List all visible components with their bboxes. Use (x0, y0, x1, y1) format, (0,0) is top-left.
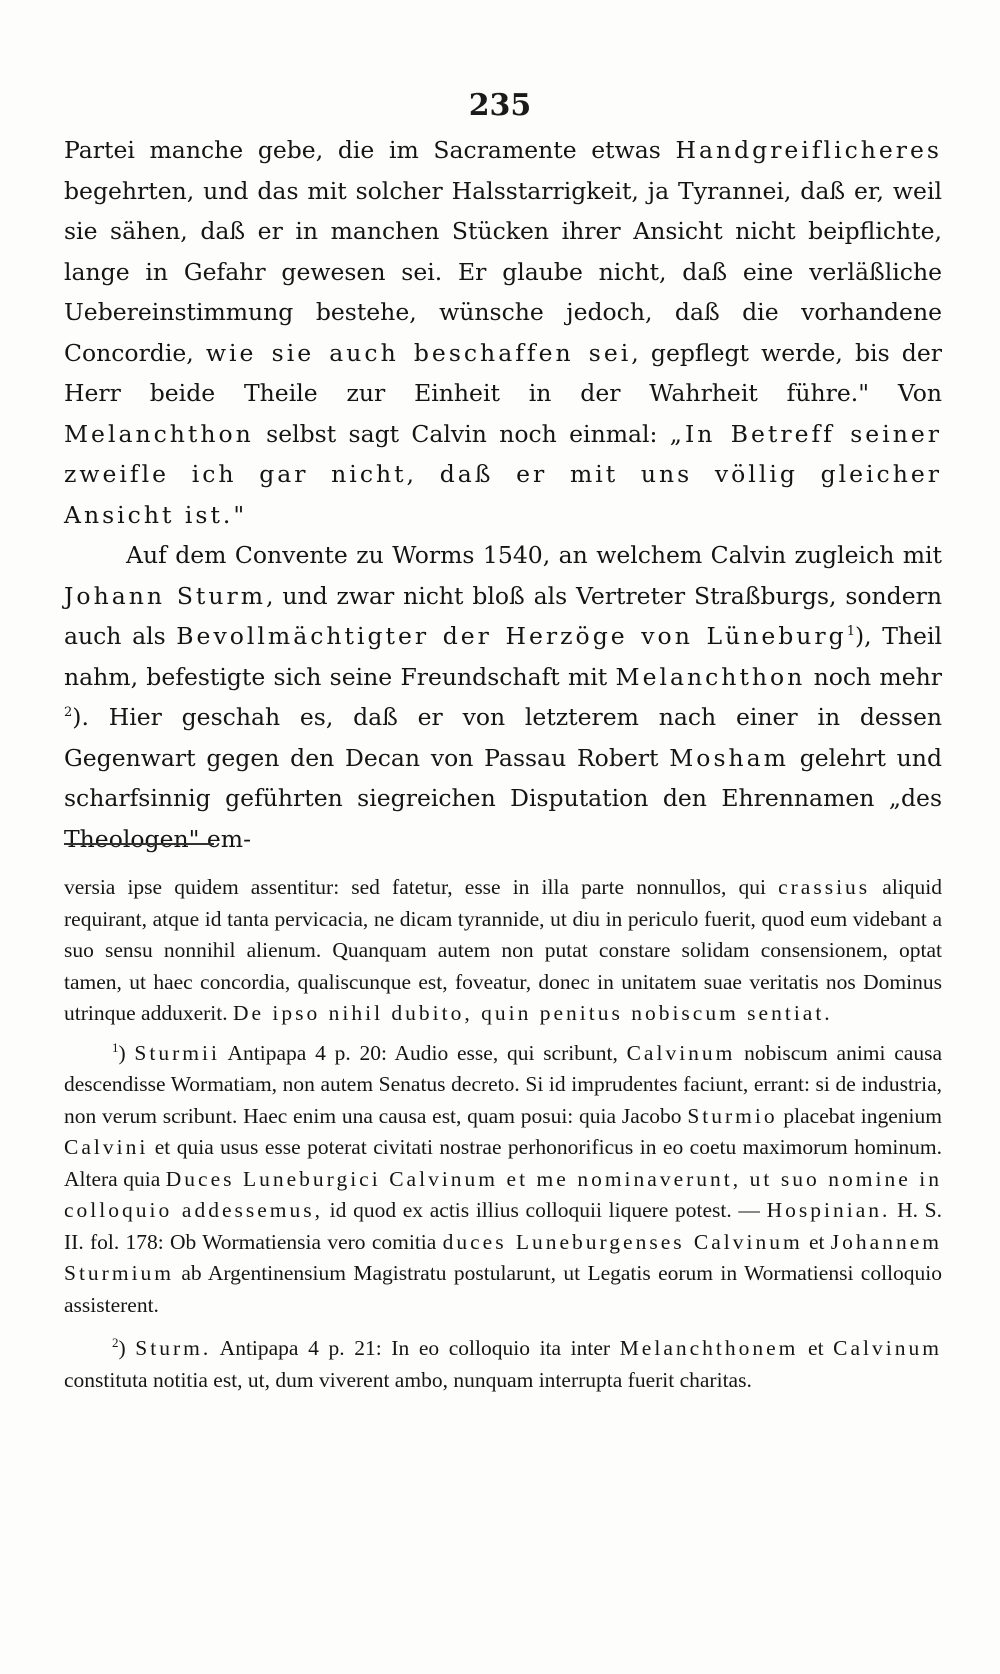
note-run: et (798, 1336, 834, 1360)
spaced-text: Mosham (669, 743, 789, 772)
note-run: Antipapa 4 p. 20: Audio esse, qui scribunt, (219, 1040, 627, 1065)
page-number: 235 (468, 88, 532, 123)
spaced-text: Melanchthon (64, 419, 254, 448)
spaced-text: Bevollmächtigter der Herzöge von Lüneburg (176, 622, 847, 650)
spaced-text: wie sie auch beschaffen sei (205, 338, 632, 367)
note-run: placebat ingenium (777, 1103, 942, 1128)
spaced-note-text: Duces Luneburgici Calvinum et me nominaverunt, ut suo nomine in colloquio addessemus, (64, 1166, 942, 1222)
text-run: ), Theil nahm, befestigte sich seine Freundschaft mit (64, 622, 942, 691)
text-run: , und zwar nicht bloß als Vertreter Straßburgs, sondern auch als (64, 581, 942, 650)
footnote-2 (64, 1333, 942, 1396)
note-run: H. S. II. fol. 178: Ob Wormatiensia vero comitia (64, 1198, 942, 1254)
footnotes (64, 872, 942, 1396)
footnote-1 (64, 1038, 942, 1322)
spaced-text: Handgreiflicheres (675, 136, 942, 164)
text-run: Auf dem Convente zu Worms 1540, an welchem Calvin zugleich mit (126, 541, 942, 569)
text-run: , gepflegt werde, bis der Herr beide Theile zur Einheit in der Wahrheit führe." Von (64, 338, 942, 407)
text-run: Partei manche gebe, die im Sacramente etwas (64, 136, 676, 164)
text-run: begehrten, und das mit solcher Halsstarrigkeit, ja Tyrannei, daß er, weil sie sähen, daß er in manchen Stücken ihrer Ansicht nicht beipflichte, lange in Gefahr gewesen sei. Er glaube nicht, daß eine verläßliche Uebereinstimmung bestehe, wünsche jedoch, daß die vorhandene Concordie, (64, 176, 942, 367)
spaced-note-text: De ipso nihil dubito, quin penitus nobiscum sentiat. (232, 1001, 833, 1025)
spaced-note-text: crassius (778, 875, 871, 899)
note-run: ) (118, 1336, 136, 1360)
text-run: selbst sagt Calvin noch einmal: (253, 419, 670, 448)
footnote-number-1: 1 (112, 1039, 119, 1055)
spaced-note-text: Melanchthonem (619, 1336, 799, 1360)
note-run: constituta notitia est, ut, dum viverent ambo, nunquam interrupta fuerit charitas. (64, 1367, 752, 1392)
spaced-text: Johann Sturm (64, 581, 267, 610)
text-run: gelehrt und scharfsinnig geführten siegreichen Disputation den Ehrennamen „des Theologen" em- (64, 743, 942, 853)
note-run: ) (118, 1040, 135, 1065)
note-run: versia ipse quidem assentitur: sed fatetur, esse in illa parte nonnullos, qui (64, 875, 779, 899)
spaced-quote: „In Betreff seiner zweifle ich gar nicht, daß er mit uns völlig gleicher Ansicht ist." (64, 419, 942, 529)
paragraph-2 (64, 535, 942, 859)
spaced-note-text: Sturmii (134, 1040, 220, 1065)
footnote-ref-2: 2 (64, 705, 73, 721)
note-run: Antipapa 4 p. 21: In eo colloquio ita inter (211, 1336, 620, 1360)
spaced-note-text: Calvinum (626, 1040, 736, 1065)
footnote-divider (64, 843, 214, 845)
note-run: id quod ex actis illius colloquii liquere potest. — (322, 1198, 767, 1222)
note-run: et (802, 1229, 831, 1254)
footnote-number-2: 2 (112, 1334, 119, 1350)
spaced-note-text: Johannem Sturmium (64, 1229, 942, 1285)
spaced-note-text: Sturmio (687, 1103, 778, 1128)
note-run: ab Argentinensium Magistratu postularunt, ut Legatis eorum in Wormatiensi colloquio assisterent. (64, 1261, 942, 1317)
note-run: et quia usus esse poterat civitati nostrae perhonorificus in eo coetu maximorum hominum. Altera quia (64, 1135, 942, 1191)
spaced-note-text: Calvini (64, 1135, 149, 1159)
spaced-note-text: duces Luneburgenses Calvinum (442, 1229, 803, 1254)
footnote-ref-1: 1 (846, 624, 855, 640)
main-text (64, 130, 942, 859)
text-run: ). Hier geschah es, daß er von letzterem nach einer in dessen Gegenwart gegen den Decan von Passau Robert (64, 703, 942, 772)
spaced-note-text: Sturm. (135, 1336, 212, 1360)
spaced-text: Melanchthon (615, 662, 806, 691)
note-run: nobiscum animi causa descendisse Wormatiam, non autem Senatus decreto. Si id imprudentes faciunt, errant: si de industria, non verum scribunt. Haec enim una causa est, quam posui: quia Jacobo (64, 1040, 942, 1128)
spaced-note-text: Calvinum (833, 1336, 942, 1360)
note-run: aliquid requirant, atque id tanta pervicacia, ne dicam tyrannide, ut diu in periculo fuerit, quod eum videbant a suo sensu nonnihil alienum. Quanquam autem non putat constare solidam consensionem, optat tamen, ut haec concordia, qualiscunque est, foveatur, donec in unitatem suae veritatis nos Dominus utrinque adduxerit. (64, 875, 942, 1025)
spaced-note-text: Hospinian. (766, 1198, 891, 1222)
footnote-continuation (64, 872, 942, 1030)
text-run: noch mehr (805, 662, 942, 691)
paragraph-1 (64, 130, 942, 535)
